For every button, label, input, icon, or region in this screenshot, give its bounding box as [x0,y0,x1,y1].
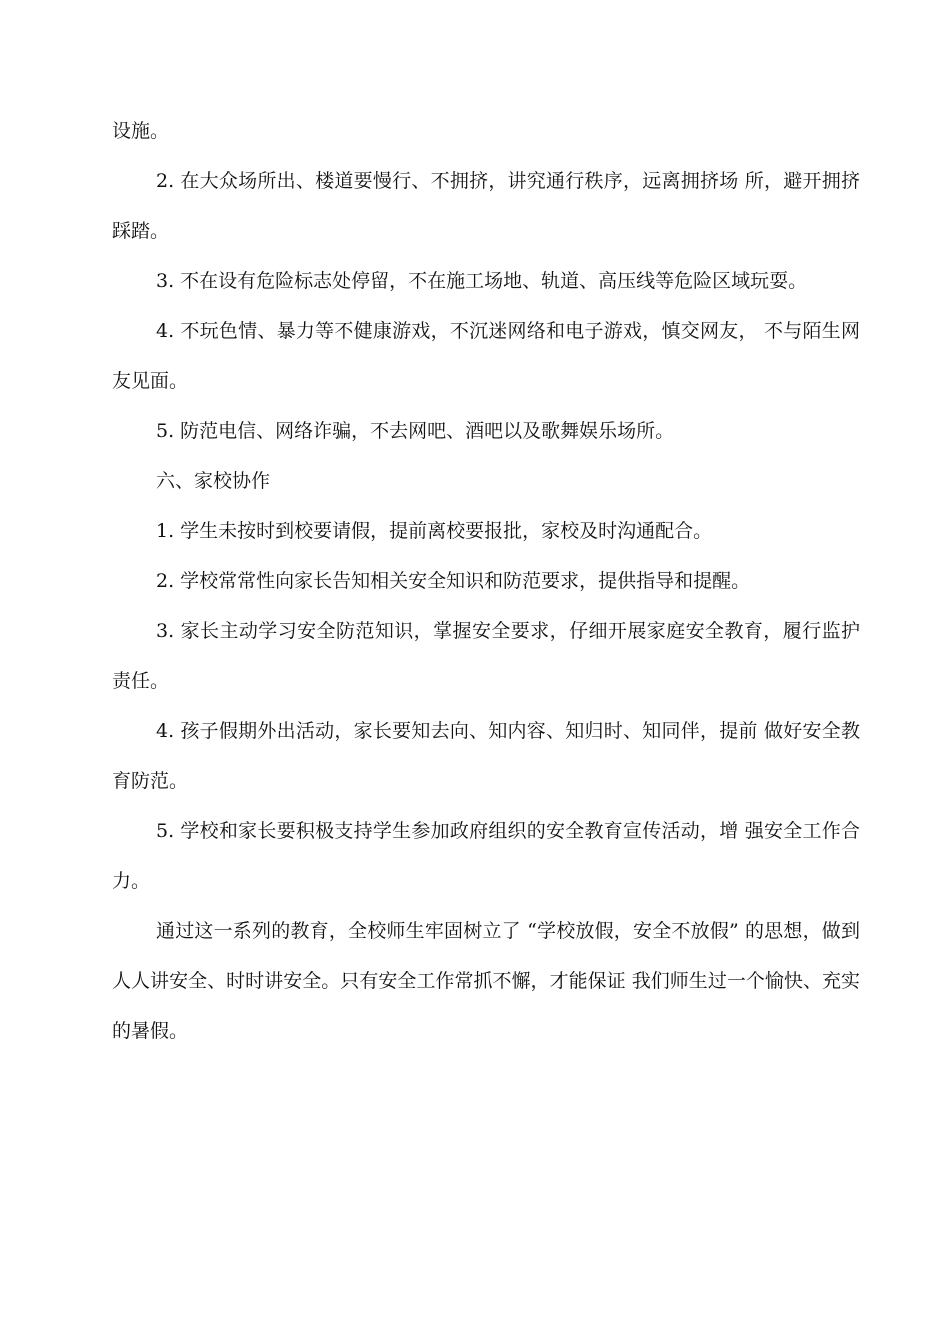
document-body [112,106,860,1056]
section-heading-home-school: 六、家校协作 [156,470,271,492]
paragraph-item-5-fraud: 5. 防范电信、网络诈骗，不去网吧、酒吧以及歌舞娱乐场所。 [156,420,675,442]
paragraph-item-2-notify: 2. 学校常常性向家长告知相关安全知识和防范要求，提供指导和提醒。 [156,570,751,592]
paragraph-continuation: 设施。 [112,120,170,142]
paragraph-item-3-parents: 3. 家长主动学习安全防范知识，掌握安全要求，仔细开展家庭安全教育，履行监护责任。 [112,620,860,692]
paragraph-item-1-leave: 1. 学生未按时到校要请假，提前离校要报批，家校及时沟通配合。 [156,520,713,542]
paragraph-conclusion: 通过这一系列的教育，全校师生牢固树立了 “学校放假，安全不放假” 的思想，做到人人讲安全、时时讲安全。只有安全工作常抓不懈，才能保证 我们师生过一个愉快、充实的暑假。 [112,920,860,1042]
paragraph-item-3-danger-zones: 3. 不在设有危险标志处停留，不在施工场地、轨道、高压线等危险区域玩耍。 [156,270,808,292]
paragraph-item-2-crowds: 2. 在大众场所出、楼道要慢行、不拥挤，讲究通行秩序，远离拥挤场 所，避开拥挤踩踏。 [112,170,860,242]
paragraph-item-4-outings: 4. 孩子假期外出活动，家长要知去向、知内容、知归时、知同伴，提前 做好安全教育防范。 [112,720,860,792]
paragraph-item-5-support: 5. 学校和家长要积极支持学生参加政府组织的安全教育宣传活动，增 强安全工作合力。 [112,820,860,892]
paragraph-item-4-games: 4. 不玩色情、暴力等不健康游戏，不沉迷网络和电子游戏，慎交网友， 不与陌生网友见面。 [112,320,860,392]
